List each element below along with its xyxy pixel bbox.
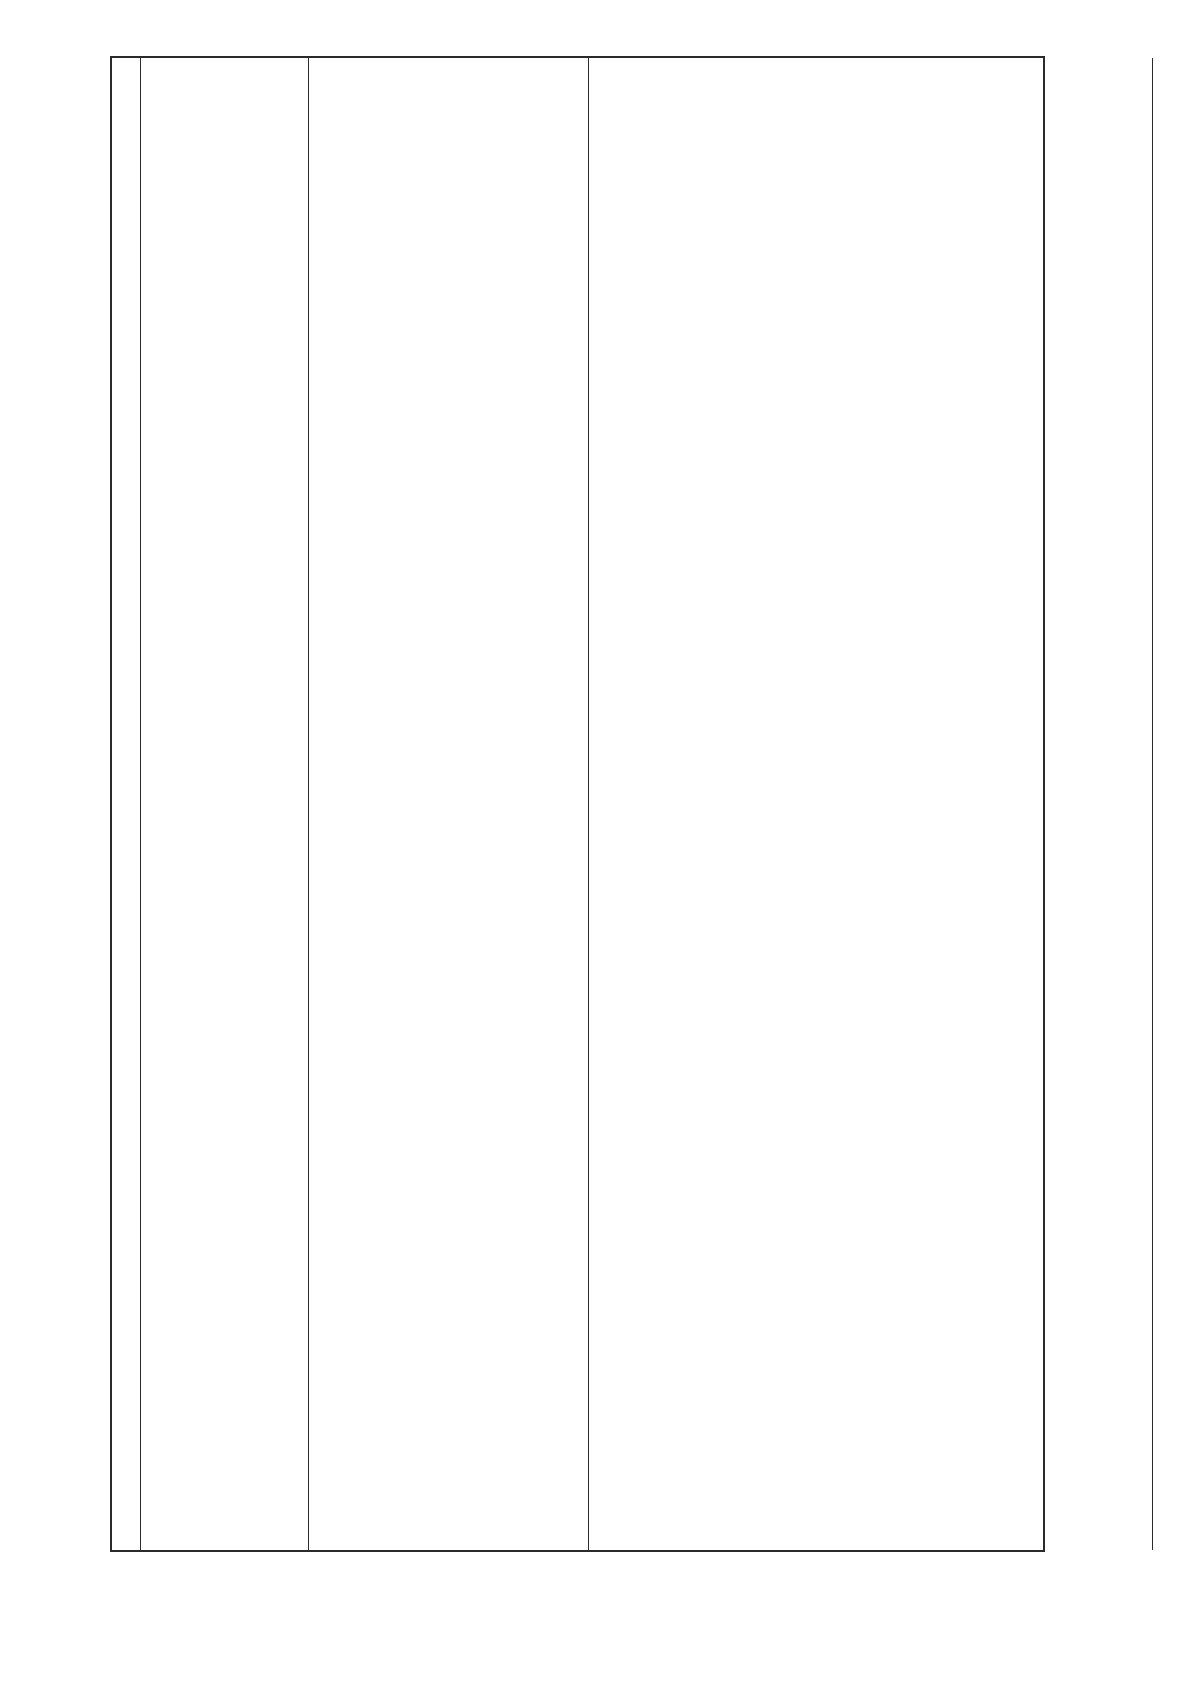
page-number	[50, 764, 90, 804]
column-divider	[308, 58, 309, 1550]
registry-table	[110, 56, 1045, 1552]
column-divider	[1152, 58, 1153, 1550]
column-divider	[140, 58, 141, 1550]
column-divider	[588, 58, 589, 1550]
